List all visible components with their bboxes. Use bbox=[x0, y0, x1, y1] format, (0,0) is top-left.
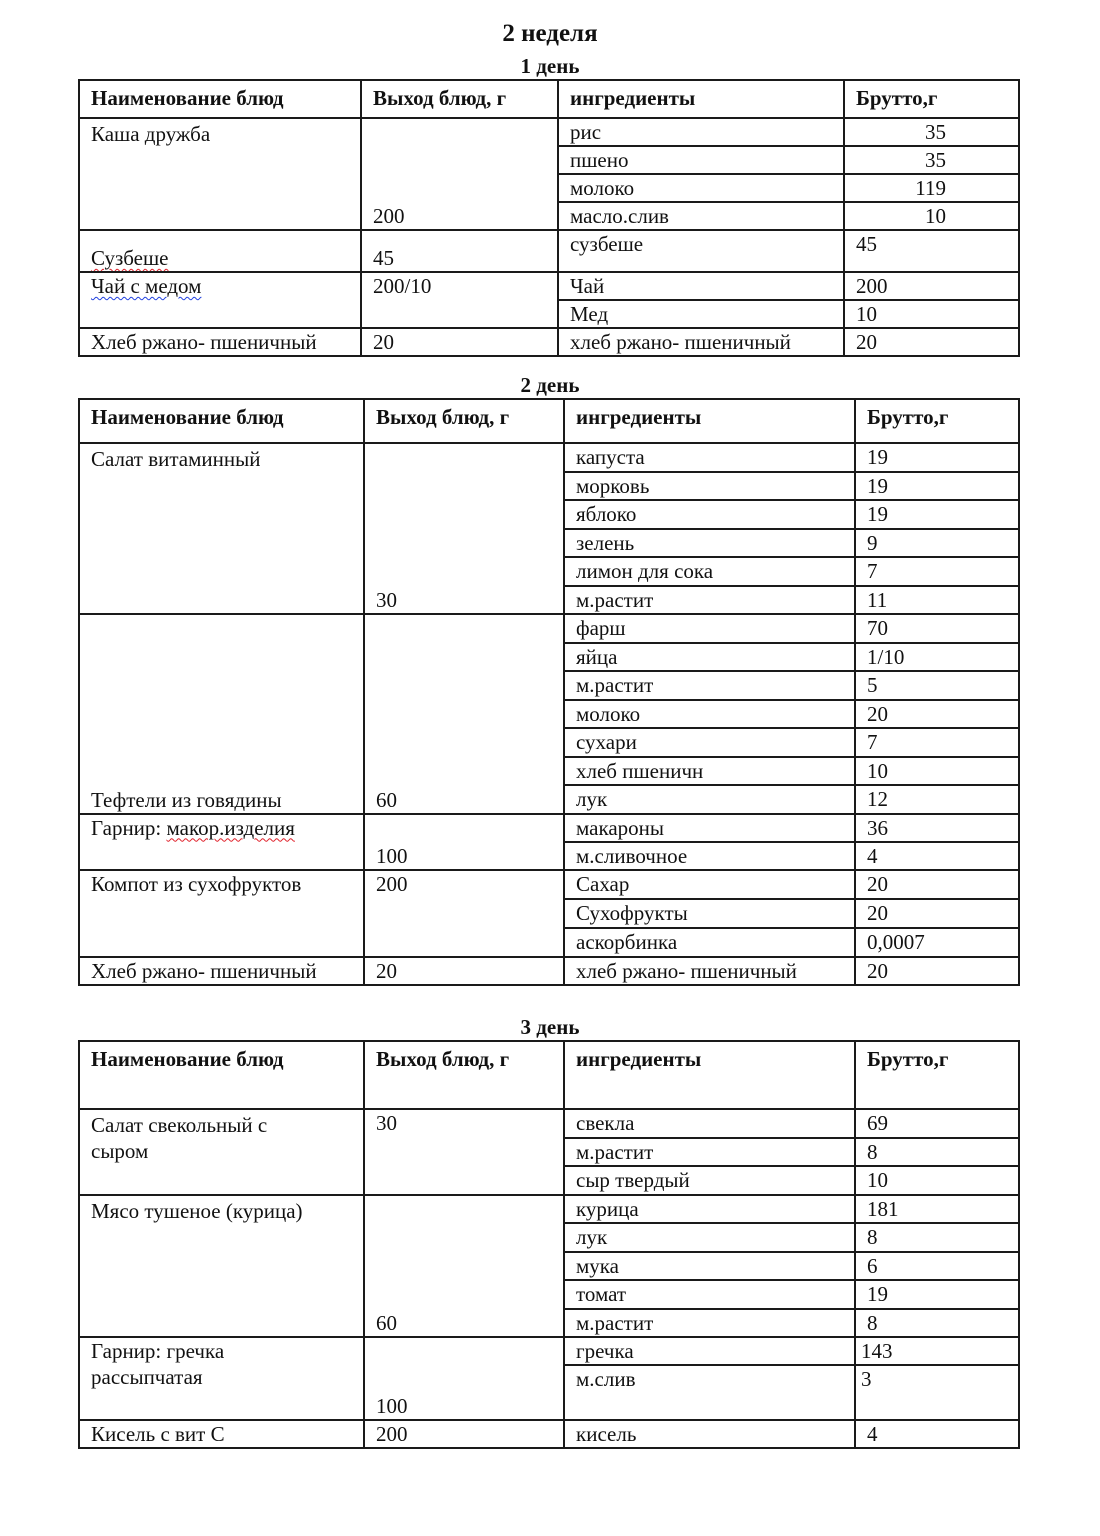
ingredient-name: зелень bbox=[564, 529, 855, 558]
ingredient-gross: 19 bbox=[855, 443, 1019, 472]
ingredient-name: м.слив bbox=[564, 1365, 855, 1420]
dish-name: Кисель с вит С bbox=[79, 1420, 364, 1448]
dish-yield: 200/10 bbox=[361, 272, 558, 328]
ingredient-gross: 20 bbox=[855, 899, 1019, 928]
ingredient-name: сузбеше bbox=[558, 230, 844, 272]
ingredient-name: яблоко bbox=[564, 500, 855, 529]
table-header-row bbox=[79, 80, 1019, 118]
ingredient-name: м.растит bbox=[564, 1309, 855, 1338]
ingredient-gross: 19 bbox=[855, 1280, 1019, 1309]
ingredient-name: мука bbox=[564, 1252, 855, 1281]
dish-name: Гарнир: гречка рассыпчатая bbox=[79, 1337, 364, 1420]
ingredient-name: лук bbox=[564, 1223, 855, 1252]
dish-name: Каша дружба bbox=[79, 118, 361, 230]
week-title: 2 неделя bbox=[502, 20, 598, 47]
dish-name-text: Сузбеше bbox=[91, 246, 169, 270]
ingredient-gross: 69 bbox=[855, 1109, 1019, 1138]
ingredient-gross: 10 bbox=[844, 202, 1019, 230]
ingredient-gross: 200 bbox=[844, 272, 1019, 300]
dish-yield: 60 bbox=[364, 614, 564, 814]
ingredient-name: Сухофрукты bbox=[564, 899, 855, 928]
table-row bbox=[79, 1109, 1019, 1138]
ingredient-gross: 7 bbox=[855, 557, 1019, 586]
table-row bbox=[79, 957, 1019, 985]
dish-yield: 30 bbox=[364, 443, 564, 614]
dish-name: Мясо тушеное (курица) bbox=[79, 1195, 364, 1338]
table-row bbox=[79, 1337, 1019, 1365]
header-gross: Брутто,г bbox=[855, 1041, 1019, 1109]
ingredient-gross: 35 bbox=[844, 118, 1019, 146]
ingredient-name: хлеб пшеничн bbox=[564, 757, 855, 786]
ingredient-gross: 10 bbox=[855, 1166, 1019, 1195]
ingredient-name: фарш bbox=[564, 614, 855, 643]
dish-yield: 200 bbox=[364, 1420, 564, 1448]
table-row bbox=[79, 443, 1019, 472]
ingredient-name: Чай bbox=[558, 272, 844, 300]
table-row bbox=[79, 118, 1019, 146]
ingredient-name: яйца bbox=[564, 643, 855, 672]
dish-yield: 30 bbox=[364, 1109, 564, 1195]
dish-yield: 100 bbox=[364, 814, 564, 870]
ingredient-gross: 4 bbox=[855, 842, 1019, 870]
header-dish-name: Наименование блюд bbox=[79, 80, 361, 118]
ingredient-gross: 10 bbox=[855, 757, 1019, 786]
ingredient-name: сухари bbox=[564, 728, 855, 757]
ingredient-gross: 10 bbox=[844, 300, 1019, 328]
dish-name bbox=[79, 272, 361, 328]
table-header-row bbox=[79, 1041, 1019, 1109]
ingredient-name: Сахар bbox=[564, 870, 855, 899]
ingredient-name: хлеб ржано- пшеничный bbox=[564, 957, 855, 985]
header-dish-name: Наименование блюд bbox=[79, 399, 364, 443]
dish-name bbox=[79, 814, 364, 870]
dish-name: Тефтели из говядины bbox=[79, 614, 364, 814]
ingredient-name: хлеб ржано- пшеничный bbox=[558, 328, 844, 356]
day-2-table bbox=[78, 398, 1020, 986]
ingredient-name: курица bbox=[564, 1195, 855, 1224]
ingredient-name: Мед bbox=[558, 300, 844, 328]
ingredient-name: морковь bbox=[564, 472, 855, 501]
table-row bbox=[79, 272, 1019, 300]
ingredient-name: свекла bbox=[564, 1109, 855, 1138]
ingredient-gross: 70 bbox=[855, 614, 1019, 643]
ingredient-gross: 20 bbox=[844, 328, 1019, 356]
table-row bbox=[79, 814, 1019, 842]
header-dish-name: Наименование блюд bbox=[79, 1041, 364, 1109]
table-row bbox=[79, 1420, 1019, 1448]
ingredient-gross: 20 bbox=[855, 700, 1019, 729]
ingredient-gross: 6 bbox=[855, 1252, 1019, 1281]
ingredient-gross: 20 bbox=[855, 870, 1019, 899]
ingredient-gross: 35 bbox=[844, 146, 1019, 174]
dish-name-text: Чай с медом bbox=[91, 274, 202, 298]
dish-yield: 20 bbox=[364, 957, 564, 985]
dish-yield: 45 bbox=[361, 230, 558, 272]
header-ingredients: ингредиенты bbox=[558, 80, 844, 118]
ingredient-gross: 0,0007 bbox=[855, 928, 1019, 957]
ingredient-name: гречка bbox=[564, 1337, 855, 1365]
dish-name: Хлеб ржано- пшеничный bbox=[79, 957, 364, 985]
day-3-table bbox=[78, 1040, 1020, 1449]
ingredient-gross: 19 bbox=[855, 500, 1019, 529]
dish-yield: 200 bbox=[361, 118, 558, 230]
ingredient-name: м.растит bbox=[564, 1138, 855, 1167]
dish-name: Хлеб ржано- пшеничный bbox=[79, 328, 361, 356]
table-row bbox=[79, 870, 1019, 899]
ingredient-gross: 8 bbox=[855, 1138, 1019, 1167]
ingredient-gross: 3 bbox=[855, 1365, 1019, 1420]
ingredient-name: макароны bbox=[564, 814, 855, 842]
dish-name: Салат свекольный с сыром bbox=[79, 1109, 364, 1195]
ingredient-gross: 12 bbox=[855, 785, 1019, 814]
ingredient-gross: 7 bbox=[855, 728, 1019, 757]
ingredient-name: томат bbox=[564, 1280, 855, 1309]
ingredient-gross: 11 bbox=[855, 586, 1019, 615]
ingredient-gross: 5 bbox=[855, 671, 1019, 700]
dish-yield: 200 bbox=[364, 870, 564, 957]
ingredient-name: молоко bbox=[564, 700, 855, 729]
table-row bbox=[79, 328, 1019, 356]
ingredient-name: м.растит bbox=[564, 671, 855, 700]
ingredient-name: капуста bbox=[564, 443, 855, 472]
table-row bbox=[79, 1195, 1019, 1224]
ingredient-gross: 143 bbox=[855, 1337, 1019, 1365]
ingredient-gross: 181 bbox=[855, 1195, 1019, 1224]
dish-yield: 20 bbox=[361, 328, 558, 356]
ingredient-name: лук bbox=[564, 785, 855, 814]
ingredient-gross: 1/10 bbox=[855, 643, 1019, 672]
header-yield: Выход блюд, г bbox=[364, 399, 564, 443]
ingredient-name: м.сливочное bbox=[564, 842, 855, 870]
dish-name: Компот из сухофруктов bbox=[79, 870, 364, 957]
ingredient-gross: 4 bbox=[855, 1420, 1019, 1448]
header-ingredients: ингредиенты bbox=[564, 1041, 855, 1109]
ingredient-name: лимон для сока bbox=[564, 557, 855, 586]
header-gross: Брутто,г bbox=[855, 399, 1019, 443]
header-yield: Выход блюд, г bbox=[364, 1041, 564, 1109]
ingredient-name: сыр твердый bbox=[564, 1166, 855, 1195]
dish-name-suffix: макор.изделия bbox=[166, 815, 295, 840]
dish-name: Салат витаминный bbox=[79, 443, 364, 614]
dish-name bbox=[79, 230, 361, 272]
ingredient-gross: 9 bbox=[855, 529, 1019, 558]
day-1-table bbox=[78, 79, 1020, 357]
dish-name-prefix: Гарнир: bbox=[91, 815, 167, 840]
ingredient-gross: 45 bbox=[844, 230, 1019, 272]
dish-yield: 60 bbox=[364, 1195, 564, 1338]
ingredient-name: аскорбинка bbox=[564, 928, 855, 957]
header-yield: Выход блюд, г bbox=[361, 80, 558, 118]
ingredient-name: молоко bbox=[558, 174, 844, 202]
table-row bbox=[79, 230, 1019, 272]
ingredient-name: пшено bbox=[558, 146, 844, 174]
header-gross: Брутто,г bbox=[844, 80, 1019, 118]
ingredient-gross: 119 bbox=[844, 174, 1019, 202]
day-2-title: 2 день bbox=[520, 373, 580, 397]
ingredient-name: рис bbox=[558, 118, 844, 146]
day-3-title: 3 день bbox=[520, 1015, 580, 1039]
ingredient-name: масло.слив bbox=[558, 202, 844, 230]
dish-yield: 100 bbox=[364, 1337, 564, 1420]
header-ingredients: ингредиенты bbox=[564, 399, 855, 443]
ingredient-gross: 20 bbox=[855, 957, 1019, 985]
table-row bbox=[79, 614, 1019, 643]
table-header-row bbox=[79, 399, 1019, 443]
ingredient-name: м.растит bbox=[564, 586, 855, 615]
ingredient-gross: 8 bbox=[855, 1223, 1019, 1252]
ingredient-gross: 19 bbox=[855, 472, 1019, 501]
day-1-title: 1 день bbox=[520, 54, 580, 78]
ingredient-name: кисель bbox=[564, 1420, 855, 1448]
ingredient-gross: 8 bbox=[855, 1309, 1019, 1338]
ingredient-gross: 36 bbox=[855, 814, 1019, 842]
